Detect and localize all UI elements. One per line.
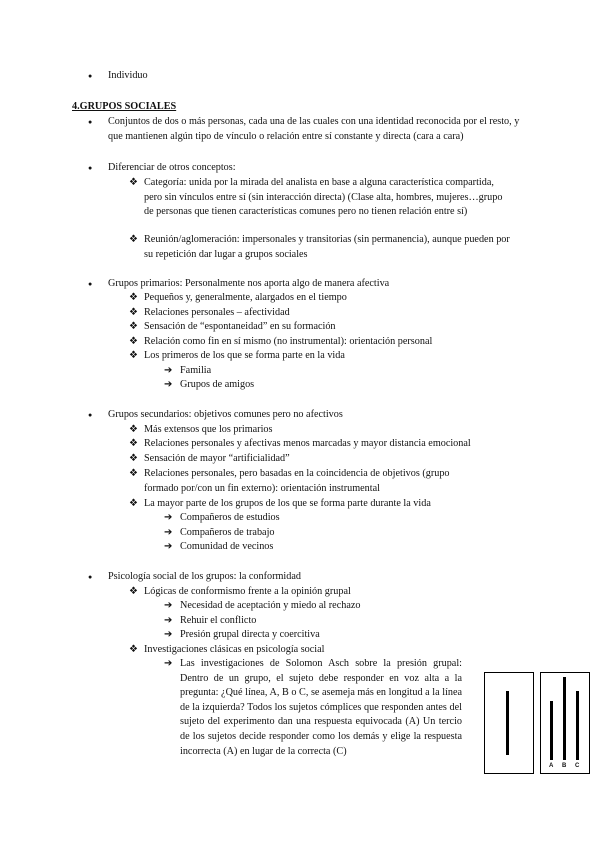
secondary-item: ❖ Relaciones personales y afectivas menos marcadas y mayor distancia emocional [144,437,471,452]
secondary-item: ❖ Más extensos que los primarios [144,423,272,438]
category-item: ❖ Categoría: unida por la mirada del analista en base a alguna característica compartida, pero sin vínculos entre sí (sin interacción directa) (Clase alta, hombres, mujeres…grupo de personas que tienen características comunes pero no tienen relación entre sí) [144,176,514,220]
conformity-logic-item: ➔ Necesidad de aceptación y miedo al rechazo [180,599,360,614]
reference-line [506,691,509,755]
secondary-groups-bullet: ● Grupos secundarios: objetivos comunes pero no afectivos [108,408,343,423]
section-heading: 4.GRUPOS SOCIALES [72,101,177,112]
secondary-example: ➔ Compañeros de estudios [180,511,280,526]
primary-item: ❖ Relaciones personales – afectividad [144,306,290,321]
conformity-logics: ❖ Lógicas de conformismo frente a la opinión grupal [144,585,351,600]
line-c [576,691,579,760]
primary-item: ❖ Sensación de “espontaneidad” en su formación [144,320,336,335]
label-b: B [562,763,567,769]
comparison-lines-box [540,672,590,774]
asch-lines-figure [484,672,590,774]
secondary-item: ❖ La mayor parte de los grupos de los que se forma parte durante la vida [144,497,431,512]
secondary-example: ➔ Compañeros de trabajo [180,526,275,541]
primary-item: ❖ Pequeños y, generalmente, alargados en el tiempo [144,291,347,306]
label-c: C [575,763,580,769]
line-a [550,701,553,760]
primary-example: ➔ Grupos de amigos [180,378,254,393]
label-a: A [549,763,554,769]
asch-experiment-text: ➔ Las investigaciones de Solomon Asch sobre la presión grupal: Dentro de un grupo, el sujeto debe responder en voz alta a la pregunta: ¿Qué línea, A, B o C, se asemeja más en longitud a la línea de la izquierda? Todos los sujetos cómplices que responden antes del sujeto del experimento dan una respuesta equivocada (A) Un tercio de los sujetos decide responder como los demás y elige la respuesta incorrecta (A) en lugar de la correcta (C) [180,657,462,759]
conformity-logic-item: ➔ Presión grupal directa y coercitiva [180,628,320,643]
reference-line-box [484,672,534,774]
differentiate-bullet: ● Diferenciar de otros conceptos: [108,161,236,176]
secondary-example: ➔ Comunidad de vecinos [180,540,273,555]
secondary-item: ❖ Relaciones personales, pero basadas en la coincidencia de objetivos (grupo formado por/con un fin externo): orientación instrumental [144,467,484,496]
secondary-item: ❖ Sensación de mayor “artificialidad” [144,452,290,467]
bullet-individuo: ● Individuo [108,69,148,84]
primary-item: ❖ Relación como fin en sí mismo (no instrumental): orientación personal [144,335,432,350]
conformity-logic-item: ➔ Rehuir el conflicto [180,614,256,629]
primary-groups-bullet: ● Grupos primarios: Personalmente nos aporta algo de manera afectiva [108,277,389,292]
classic-research: ❖ Investigaciones clásicas en psicología social [144,643,325,658]
primary-item: ❖ Los primeros de los que se forma parte en la vida [144,349,345,364]
conformity-bullet: ● Psicología social de los grupos: la conformidad [108,570,301,585]
primary-example: ➔ Familia [180,364,211,379]
gathering-item: ❖ Reunión/aglomeración: impersonales y transitorias (sin permanencia), aunque pueden por su repetición dar lugar a grupos sociales [144,233,514,262]
line-b [563,677,566,760]
definition-bullet: ● Conjuntos de dos o más personas, cada una de las cuales con una identidad reconocida por el resto, y que mantienen algún tipo de vínculo o relación entre sí constante y directa (cara a cara) [108,115,528,144]
